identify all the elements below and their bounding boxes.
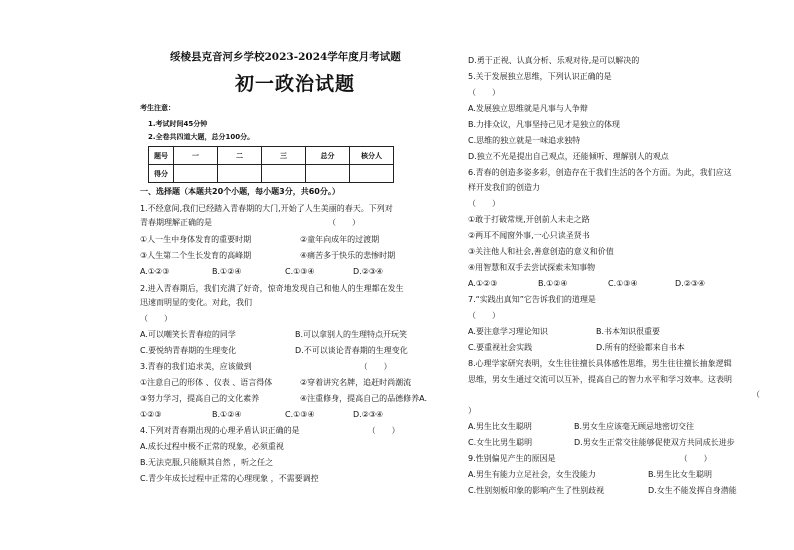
option: A.成长过程中极不正常的现象，必须重视: [140, 442, 284, 451]
left-column: [140, 0, 440, 550]
option: A.①②③: [140, 267, 170, 276]
answer-blank: （ ）: [468, 88, 500, 97]
option: C.要悦纳青春期的生理变化: [140, 346, 237, 355]
option: ③努力学习，提高自己的文化素养: [140, 394, 260, 403]
option: B.力排众议，凡事坚持己见才是独立的体现: [468, 120, 621, 129]
option: A.发展独立思维就是凡事与人争辩: [468, 104, 588, 113]
option: ②两耳不闻窗外事,一心只读圣贤书: [468, 231, 590, 240]
question-line: 2.进入青春期后，我们充满了好奇，惊奇地发现自己和他人的生理都在发生: [140, 284, 404, 293]
option: B.无法克服,只能顺其自然 ，听之任之: [140, 458, 274, 467]
answer-blank: （: [752, 390, 760, 399]
option: B.①②④: [538, 279, 568, 288]
option: ②穿着讲究名牌，追赶时尚潮流: [300, 378, 412, 387]
score-header: 二: [218, 147, 262, 165]
option: A.要注意学习理论知识: [468, 327, 548, 336]
option: D.所有的经验都来自书本: [596, 343, 685, 352]
score-header: 总分: [306, 147, 350, 165]
question-line: 7.“实践出真知”它告诉我们的道理是: [468, 295, 596, 304]
question-line: 样开发我们的创造力: [468, 183, 540, 192]
question-line: 5.关于发展独立思维，下列认识正确的是: [468, 72, 612, 81]
question-line: 6.青春的创造多姿多彩，创造存在于我们生活的各个方面。为此，我们应这: [468, 168, 732, 177]
option: D.②③④: [353, 410, 384, 419]
answer-blank: （ ）: [468, 199, 500, 208]
question-line: 3.青春的我们追求美，应该做到 （ ）: [140, 362, 392, 371]
notice-item: 1.考试时间45分钟: [148, 120, 208, 128]
option: C.性别刻板印象的影响产生了性别歧视: [468, 486, 605, 495]
option: B.男女生应该毫无顾忌地密切交往: [574, 422, 695, 431]
option: ④痛苦多于快乐的悲惨时期: [300, 251, 396, 260]
option: C.①③④: [608, 279, 638, 288]
option: C.青少年成长过程中正常的心理现象 ，不需要调控: [140, 474, 319, 483]
option: ③人生第二个生长发育的高峰期: [140, 251, 252, 260]
question-line: 迅速而明显的变化。对此，我们: [140, 298, 252, 307]
question-line: 1.不经意间,我们已经踏入青春期的大门,开始了人生美丽的春天。下列对: [140, 204, 393, 213]
option: C.思维的独立就是一味追求独特: [468, 136, 581, 145]
option: D.女生不能发挥自身潜能: [648, 486, 737, 495]
option: ①敢于打破常规,开创前人未走之路: [468, 215, 590, 224]
right-column: [468, 0, 758, 550]
option: D.男女生正常交往能够促使双方共同成长进步: [574, 438, 735, 447]
answer-blank: ）: [468, 406, 476, 415]
option: C.要重视社会实践: [468, 343, 533, 352]
option: B.可以拿别人的生理特点开玩笑: [295, 330, 408, 339]
score-header: 一: [174, 147, 218, 165]
option: D.不可以谈论青春期的生理变化: [295, 346, 408, 355]
score-row-label: 得分: [149, 165, 174, 183]
option: ①人一生中身体发育的重要时期: [140, 235, 252, 244]
option: C.①③④: [285, 267, 315, 276]
score-header: 核分人: [350, 147, 394, 165]
option: C.女生比男生聪明: [468, 438, 533, 447]
answer-blank: （ ）: [468, 311, 500, 320]
score-header: 题号: [149, 147, 174, 165]
option: D.②③④: [353, 267, 384, 276]
option: B.书本知识很重要: [596, 327, 661, 336]
notice-heading: 考生注意：: [140, 104, 175, 112]
option: A.①②③: [468, 279, 498, 288]
score-header: 三: [262, 147, 306, 165]
option: B.①②④: [212, 267, 242, 276]
question-line: 9.性别偏见产生的原因是 （ ）: [468, 454, 712, 463]
option: D.②③④: [675, 279, 706, 288]
question-line: 8.心理学家研究表明，女生往往擅长具体感性思维，男生往往擅长抽象逻辑: [468, 359, 732, 368]
option: D.勇于正视、认真分析、乐观对待,是可以解决的: [468, 56, 640, 65]
question-line: 思维，男女生通过交流可以互补，提高自己的智力水平和学习效率。这表明: [468, 375, 732, 384]
option: ③关注他人和社会,善意创造的意义和价值: [468, 247, 614, 256]
option: A.男生比女生聪明: [468, 422, 532, 431]
question-line: （ ）: [140, 314, 172, 323]
score-table: [148, 146, 394, 183]
option: B.男生比女生聪明: [648, 470, 713, 479]
option: B.①②④: [212, 410, 242, 419]
subject-title: 初一政治试题: [235, 73, 356, 95]
notice-item: 2.全卷共四道大题，总分100分。: [148, 133, 255, 141]
option: ④用智慧和双手去尝试探索未知事物: [468, 263, 596, 272]
school-title: 绥棱县克音河乡学校2023-2024学年度月考试题: [170, 51, 401, 63]
option: C.①③④: [285, 410, 315, 419]
option: ①②③: [140, 410, 162, 419]
option: ①注意自己的形体 、仪表 、语言得体: [140, 378, 273, 387]
question-line: 4.下列对青春期出现的心理矛盾认识正确的是 （ ）: [140, 426, 400, 435]
option: A.可以嘲笑长青春痘的同学: [140, 330, 236, 339]
option: D.独立不光是提出自己观点，还能倾听、理解别人的观点: [468, 152, 669, 161]
question-line: 青春期理解正确的是 （ ）: [140, 218, 360, 227]
section-heading: 一、选择题（本题共20个小题，每小题3分，共60分。）: [140, 187, 340, 196]
option: A.男生有能力立足社会，女生没能力: [468, 470, 596, 479]
option: ④注重修身，提高自己的品德修养A.: [300, 394, 428, 403]
option: ②童年向成年的过渡期: [300, 235, 380, 244]
